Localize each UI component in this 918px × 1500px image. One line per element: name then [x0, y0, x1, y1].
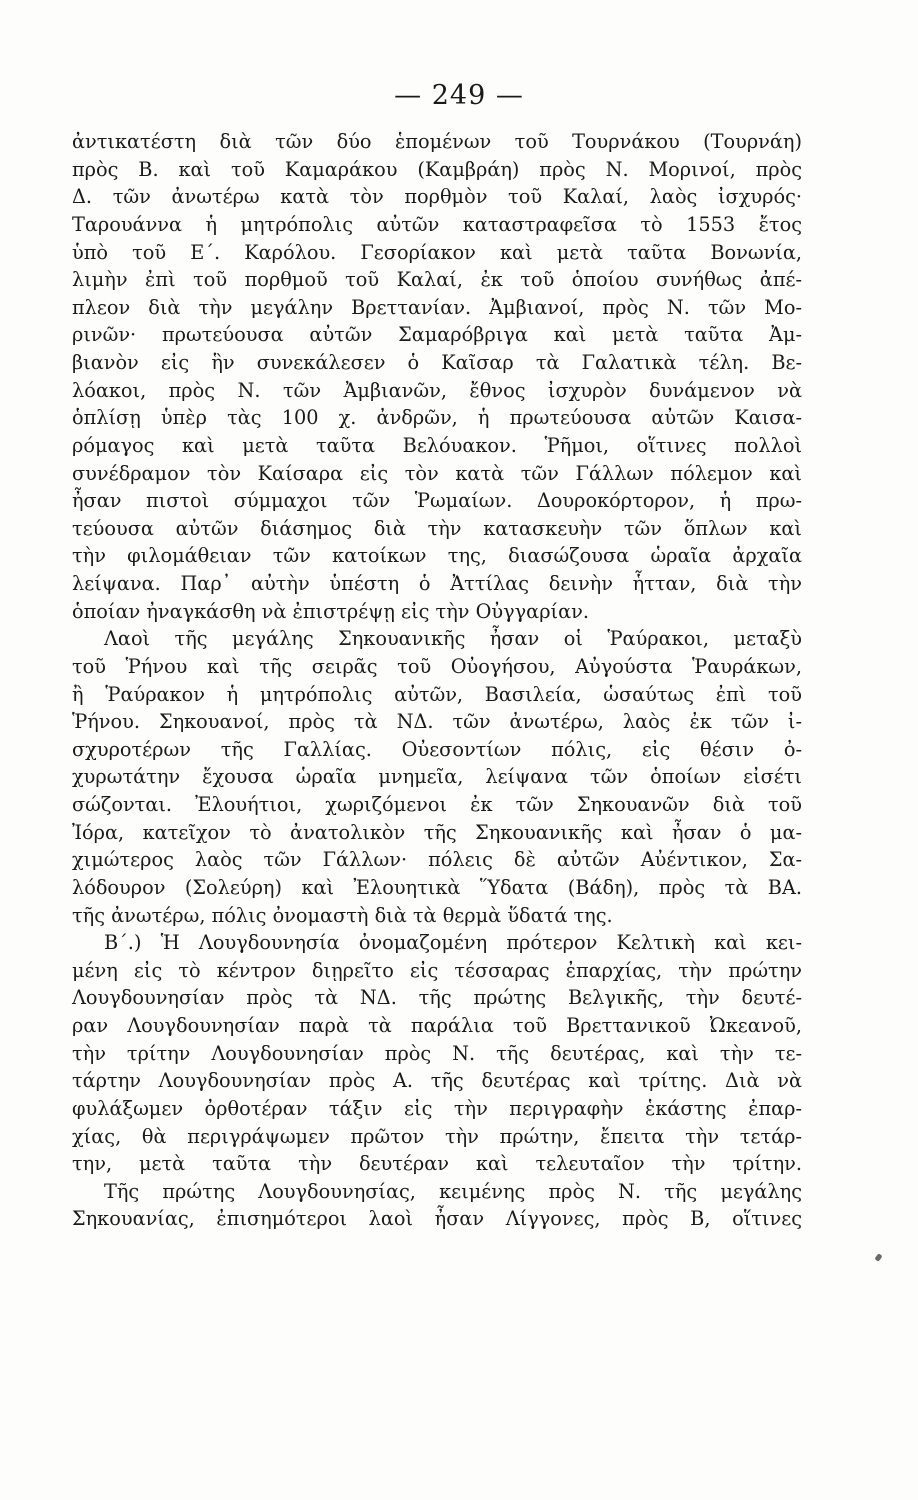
text-line: Ταρουάννα ἡ μητρόπολις αὐτῶν καταστραφεῖσα τὸ 1553 ἔτος	[72, 212, 802, 236]
text-line: χυρωτάτην ἔχουσα ὡραῖα μνημεῖα, λείψανα τῶν ὁποίων εἰσέτι	[72, 765, 802, 789]
text-line: ὑπὸ τοῦ Ε΄. Καρόλου. Γεσορίακον καὶ μετὰ ταῦτα Βονωνία,	[72, 240, 802, 264]
text-line: ὁποίαν ἠναγκάσθη νὰ ἐπιστρέψῃ εἰς τὴν Οὐγγαρίαν.	[72, 599, 589, 623]
text-line: Λουγδουνησίαν πρὸς τὰ ΝΔ. τῆς πρώτης Βελγικῆς, τὴν δευτέ-	[72, 986, 802, 1010]
text-line: μένη εἰς τὸ κέντρον διῃρεῖτο εἰς τέσσαρας ἐπαρχίας, τὴν πρώτην	[72, 958, 802, 982]
text-line: Σηκουανίας, ἐπισημότεροι λαοὶ ἦσαν Λίγγονες, πρὸς Β, οἵτινες	[72, 1207, 802, 1231]
text-line: Τῆς πρώτης Λουγδουνησίας, κειμένης πρὸς Ν. τῆς μεγάλης	[104, 1179, 802, 1203]
text-line: σχυροτέρων τῆς Γαλλίας. Οὐεσοντίων πόλις, εἰς θέσιν ὀ-	[72, 737, 802, 761]
text-line: τῆς ἀνωτέρω, πόλις ὀνομαστὴ διὰ τὰ θερμὰ ὕδατά της.	[72, 903, 613, 927]
text-line: Β΄.) Ἡ Λουγδουνησία ὀνομαζομένη πρότερον Κελτικὴ καὶ κει-	[104, 931, 802, 955]
text-line: ἦσαν πιστοὶ σύμμαχοι τῶν Ῥωμαίων. Δουροκόρτορον, ἡ πρω-	[72, 489, 802, 513]
text-line: τάρτην Λουγδουνησίαν πρὸς Α. τῆς δευτέρας καὶ τρίτης. Διὰ νὰ	[72, 1069, 802, 1093]
text-line: βιανὸν εἰς ἣν συνεκάλεσεν ὁ Καῖσαρ τὰ Γαλατικὰ τέλη. Βε-	[72, 351, 802, 374]
text-line: σώζονται. Ἐλουήτιοι, χωριζόμενοι ἐκ τῶν Σηκουανῶν διὰ τοῦ	[72, 793, 802, 816]
text-line: φυλάξωμεν ὀρθοτέραν τάξιν εἰς τὴν περιγραφὴν ἑκάστης ἐπαρ-	[72, 1096, 802, 1120]
body-text	[72, 128, 802, 1233]
text-line: ραν Λουγδουνησίαν παρὰ τὰ παράλια τοῦ Βρεττανικοῦ Ὠκεανοῦ,	[72, 1014, 802, 1037]
text-line: χιμώτερος λαὸς τῶν Γάλλων· πόλεις δὲ αὐτῶν Αὐέντικον, Σα-	[72, 848, 802, 872]
text-line: ἢ Ῥαύρακον ἡ μητρόπολις αὐτῶν, Βασιλεία, ὡσαύτως ἐπὶ τοῦ	[72, 682, 802, 706]
text-line: τὴν φιλομάθειαν τῶν κατοίκων της, διασώζουσα ὡραῖα ἀρχαῖα	[72, 544, 802, 568]
text-line: πρὸς Β. καὶ τοῦ Καμαράκου (Καμβράη) πρὸς Ν. Μορινοί, πρὸς	[72, 157, 802, 181]
text-line: χίας, θὰ περιγράψωμεν πρῶτον τὴν πρώτην, ἔπειτα τὴν τετάρ-	[72, 1124, 802, 1148]
text-line: ρόμαγος καὶ μετὰ ταῦτα Βελόυακον. Ῥῆμοι, οἵτινες πολλοὶ	[72, 433, 802, 457]
text-line: λόδουρον (Σολεύρη) καὶ Ἐλουητικὰ Ὕδατα (Βάδη), πρὸς τὰ ΒΑ.	[72, 875, 802, 899]
text-line: τοῦ Ῥήνου καὶ τῆς σειρᾶς τοῦ Οὐογήσου, Αὐγούστα Ῥαυράκων,	[72, 654, 802, 678]
text-line: πλεον διὰ τὴν μεγάλην Βρεττανίαν. Ἀμβιανοί, πρὸς Ν. τῶν Μο-	[72, 295, 802, 319]
text-line: την, μετὰ ταῦτα τὴν δευτέραν καὶ τελευταῖον τὴν τρίτην.	[72, 1152, 802, 1176]
text-line: ἀντικατέστη διὰ τῶν δύο ἑπομένων τοῦ Τουρνάκου (Τουρνάη)	[72, 130, 802, 153]
text-line: Ἰόρα, κατεῖχον τὸ ἀνατολικὸν τῆς Σηκουανικῆς καὶ ἦσαν ὁ μα-	[72, 820, 802, 844]
text-line: λιμὴν ἐπὶ τοῦ πορθμοῦ τοῦ Καλαί, ἐκ τοῦ ὁποίου συνήθως ἀπέ-	[72, 268, 802, 292]
text-line: Δ. τῶν ἀνωτέρω κατὰ τὸν πορθμὸν τοῦ Καλαί, λαὸς ἰσχυρός·	[72, 185, 802, 209]
page-number: — 249 —	[394, 80, 524, 111]
ink-speck	[874, 1253, 882, 1262]
text-line: ρινῶν· πρωτεύουσα αὐτῶν Σαμαρόβριγα καὶ μετὰ ταῦτα Ἀμ-	[72, 323, 802, 347]
text-line: Λαοὶ τῆς μεγάλης Σηκουανικῆς ἦσαν οἱ Ῥαύρακοι, μεταξὺ	[104, 627, 802, 651]
text-line: λείψανα. Παρ᾽ αὐτὴν ὑπέστη ὁ Ἀττίλας δεινὴν ἧτταν, διὰ τὴν	[72, 572, 802, 595]
text-line: Ῥήνου. Σηκουανοί, πρὸς τὰ ΝΔ. τῶν ἀνωτέρω, λαὸς ἐκ τῶν ἰ-	[72, 710, 802, 734]
text-line: λόακοι, πρὸς Ν. τῶν Ἀμβιανῶν, ἔθνος ἰσχυρὸν δυνάμενον νὰ	[72, 378, 802, 402]
text-line: τεύουσα αὐτῶν διάσημος διὰ τὴν κατασκευὴν τῶν ὅπλων καὶ	[72, 516, 802, 540]
text-line: συνέδραμον τὸν Καίσαρα εἰς τὸν κατὰ τῶν Γάλλων πόλεμον καὶ	[72, 461, 802, 485]
text-line: τὴν τρίτην Λουγδουνησίαν πρὸς Ν. τῆς δευτέρας, καὶ τὴν τε-	[72, 1041, 802, 1065]
text-line: ὁπλίσῃ ὑπὲρ τὰς 100 χ. ἀνδρῶν, ἡ πρωτεύουσα αὐτῶν Καισα-	[72, 406, 802, 430]
